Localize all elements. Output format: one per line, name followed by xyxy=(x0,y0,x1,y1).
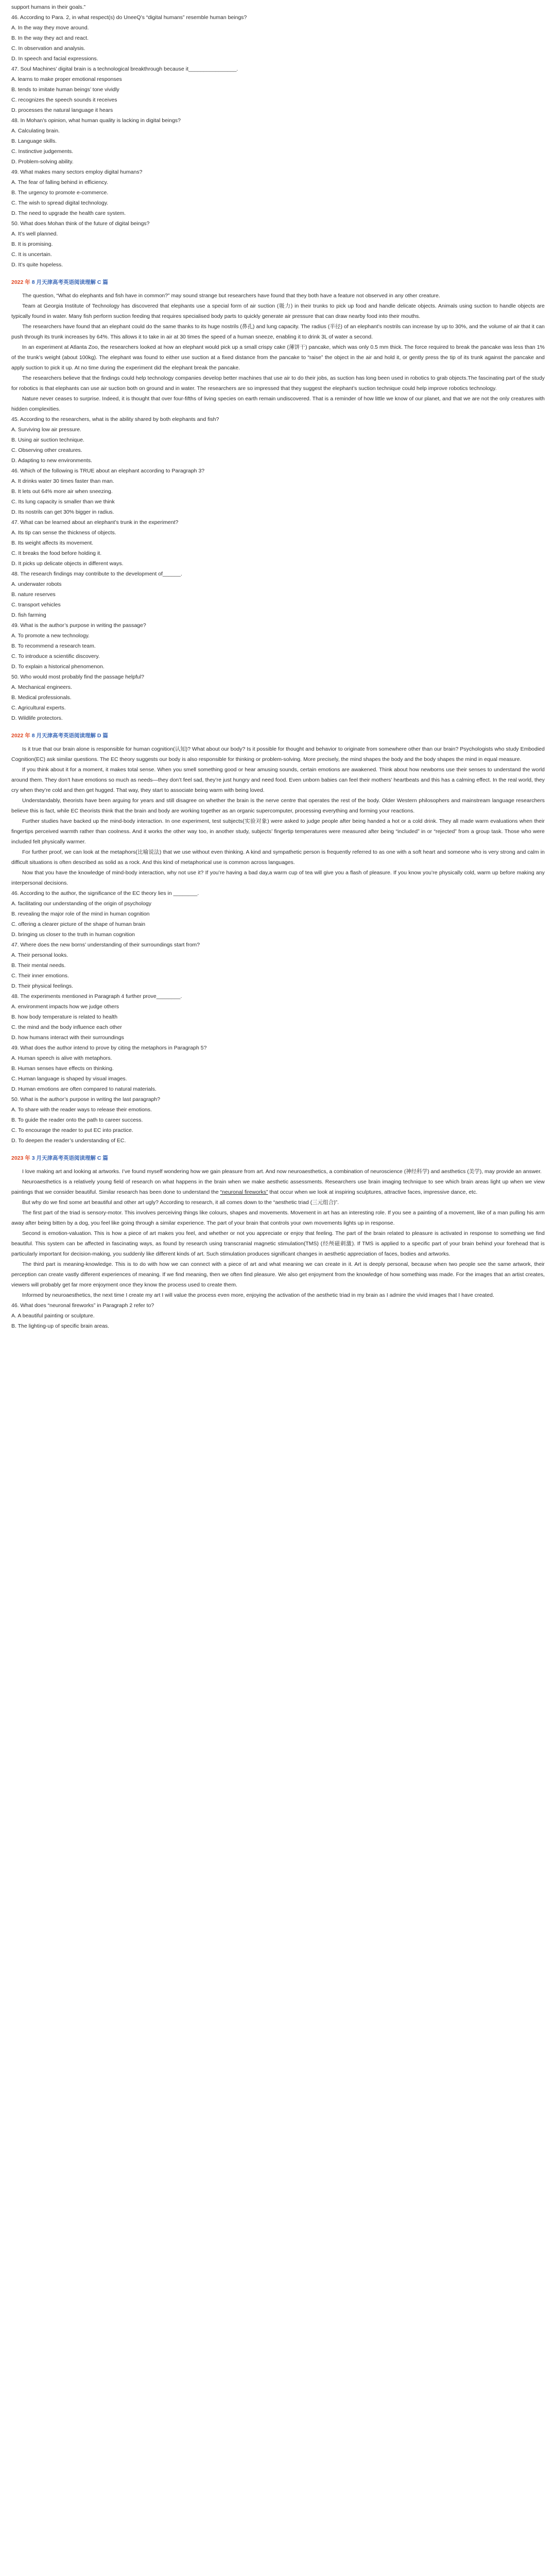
answer-option: A. To promote a new technology. xyxy=(11,633,90,639)
answer-option: B. To recommend a research team. xyxy=(11,643,96,649)
answer-option: A. Calculating brain. xyxy=(11,128,60,134)
answer-option: B. Its weight affects its movement. xyxy=(11,540,94,546)
answer-option: A. facilitating our understanding of the origin of psychology xyxy=(11,901,152,907)
answer-option: B. It is promising. xyxy=(11,241,53,247)
question-stem: 47. Soul Machines’ digital brain is a technological breakthrough because it________________. xyxy=(11,66,238,72)
answer-option: A. The fear of falling behind in efficiency. xyxy=(11,179,108,185)
answer-option: C. transport vehicles xyxy=(11,602,61,608)
answer-option: A. Their personal looks. xyxy=(11,952,68,958)
answer-option: D. fish farming xyxy=(11,612,46,618)
answer-option: C. Human language is shaped by visual images. xyxy=(11,1076,127,1082)
answer-option: B. nature reserves xyxy=(11,591,56,598)
answer-option: B. Medical professionals. xyxy=(11,694,72,701)
part4-heading xyxy=(11,1153,545,1163)
answer-option: C. Instinctive judgements. xyxy=(11,148,74,155)
answer-option: B. In the way they act and react. xyxy=(11,35,89,41)
answer-option: B. revealing the major role of the mind in human cognition xyxy=(11,911,150,917)
answer-option: A. environment impacts how we judge others xyxy=(11,1004,119,1010)
answer-option: B. The urgency to promote e-commerce. xyxy=(11,190,109,196)
part1-lead: support humans in their goals.” xyxy=(11,4,86,10)
question-stem: 50. What does Mohan think of the future of digital beings? xyxy=(11,221,150,227)
part4-paragraph-7: Informed by neuroaesthetics, the next time I create my art I will value the process even more, enjoying the activation of the aesthetic triad in my brain as I admire the vivid images that I have created. xyxy=(22,1292,494,1298)
answer-option: A. Its tip can sense the thickness of objects. xyxy=(11,530,116,536)
part2-heading xyxy=(11,277,545,287)
answer-option: B. Language skills. xyxy=(11,138,57,144)
passage-paragraph: In an experiment at Atlanta Zoo, the researchers looked at how an elephant would pick up a small crispy cake (薄饼干) pancake, which was only 0.5 mm thick. The force required to break the pancake was less than 1% of the trunk’s weight (about 100kg). The elephant was found to either use suction at a fixed distance from the pancake to “raise” the object in the air and hold it, or gently press the tip of its trunk against the pancake and apply suction to pick it up. At no time during the experiment did the elephant break the pancake. xyxy=(11,344,545,371)
question-stem: 46. According to Para. 2, in what respect(s) do UneeQ’s “digital humans” resemble human beings? xyxy=(11,14,247,21)
answer-option: C. To encourage the reader to put EC into practice. xyxy=(11,1127,133,1133)
answer-option: B. It lets out 64% more air when sneezing. xyxy=(11,488,113,495)
answer-option: A. underwater robots xyxy=(11,581,62,587)
answer-option: D. It’s quite hopeless. xyxy=(11,262,63,268)
question-stem: 45. According to the researchers, what is the ability shared by both elephants and fish? xyxy=(11,416,219,422)
part3-section xyxy=(11,731,545,1146)
answer-option: A. It’s well planned. xyxy=(11,231,58,237)
answer-option: B. Their mental needs. xyxy=(11,962,66,969)
answer-option: B. how body temperature is related to health xyxy=(11,1014,118,1020)
passage-paragraph: Team at Georgia Institute of Technology has discovered that elephants use a special form of air suction (吸力) in their trunks to pick up food and handle delicate objects. Animals using suction to handle objects are typically found in water. Many fish perform suction feeding that requires specialised body parts to quickly generate air pressure that can draw nearby food into their mouths. xyxy=(11,303,545,319)
answer-option: D. Human emotions are often compared to natural materials. xyxy=(11,1086,157,1092)
answer-option: D. Its nostrils can get 30% bigger in radius. xyxy=(11,509,114,515)
part4-heading-title: 3 月天津高考英语阅读理解 C 篇 xyxy=(30,1155,108,1161)
answer-option: A. To share with the reader ways to release their emotions. xyxy=(11,1107,152,1113)
answer-option: C. recognizes the speech sounds it receives xyxy=(11,97,117,103)
answer-option: B. To guide the reader onto the path to career success. xyxy=(11,1117,143,1123)
passage-paragraph: For further proof, we can look at the metaphors(比喻说法) that we use without even thinking. A kind and sympathetic person is frequently referred to as one with a soft heart and someone who is very strong and calm in difficult situations is often described as solid as a rock. And this kind of metaphorical use is common across languages. xyxy=(11,849,545,866)
question-stem: 46. Which of the following is TRUE about an elephant according to Paragraph 3? xyxy=(11,468,205,474)
part4-paragraph-2 xyxy=(11,1177,545,1197)
answer-option: D. Problem-solving ability. xyxy=(11,159,74,165)
part3-passage xyxy=(11,744,545,888)
answer-option: D. The need to upgrade the health care system. xyxy=(11,210,126,216)
part1-section xyxy=(11,2,545,270)
part1-questions xyxy=(11,12,545,270)
part2-questions xyxy=(11,414,545,723)
question-stem: 47. What can be learned about an elephant’s trunk in the experiment? xyxy=(11,519,179,526)
answer-option: C. It is uncertain. xyxy=(11,251,52,258)
answer-option: D. Wildlife protectors. xyxy=(11,715,63,721)
neuronal-fireworks-underlined: “neuronal fireworks” xyxy=(220,1189,268,1195)
question-stem: 46. What does “neuronal fireworks” in Paragraph 2 refer to? xyxy=(11,1302,154,1309)
passage-paragraph: Is it true that our brain alone is responsible for human cognition(认知)? What about our body? Is it possible for thought and behavior to originate from somewhere other than our brain? Psychologists who study Embodied Cognition(EC) ask similar questions. The EC theory suggests our body is also responsible for thinking or problem-solving. More precisely, the mind shapes the body and the body shapes the mind in equal measure. xyxy=(11,746,545,762)
answer-option: A. In the way they move around. xyxy=(11,25,89,31)
answer-option: C. the mind and the body influence each other xyxy=(11,1024,122,1030)
answer-option: B. Using air suction technique. xyxy=(11,437,84,443)
answer-option: A. Mechanical engineers. xyxy=(11,684,72,690)
answer-option: D. It picks up delicate objects in different ways. xyxy=(11,561,124,567)
part3-heading-year: 2022 年 xyxy=(11,733,30,739)
part3-questions xyxy=(11,888,545,1146)
question-stem: 48. The research findings may contribute to the development of______. xyxy=(11,571,182,577)
answer-option: A. A beautiful painting or sculpture. xyxy=(11,1313,95,1319)
part2-heading-year: 2022 年 xyxy=(11,279,30,285)
passage-paragraph: Now that you have the knowledge of mind-body interaction, why not use it? If you’re having a bad day,a warm cup of tea will give you a flash of pleasure. If you know you’re physically cold, warm up before making any interpersonal decisions. xyxy=(11,870,545,886)
question-stem: 49. What makes many sectors employ digital humans? xyxy=(11,169,143,175)
part2-section xyxy=(11,277,545,723)
answer-option: C. In observation and analysis. xyxy=(11,45,85,52)
answer-option: C. Observing other creatures. xyxy=(11,447,82,453)
answer-option: D. Adapting to new environments. xyxy=(11,457,93,464)
part4-paragraph-6: The third part is meaning-knowledge. This is to do with how we can connect with a piece of art and what meaning we can create in it. Art is deeply personal, because when two people see the same artwork, their perception can create vastly different experiences of meaning. If we find meaning, then we often find pleasure. We also get enjoyment from the knowledge of how something was made. For the images that an artist creates, viewers will probably get far more enjoyment once they know the process used to create them. xyxy=(11,1261,545,1288)
answer-option: D. To deepen the reader’s understanding of EC. xyxy=(11,1138,126,1144)
answer-option: B. The lighting-up of specific brain areas. xyxy=(11,1323,110,1329)
part4-section xyxy=(11,1153,545,1331)
part2-heading-title: 8 月天津高考英语阅读理解 C 篇 xyxy=(30,279,108,285)
answer-option: C. To introduce a scientific discovery. xyxy=(11,653,100,659)
answer-option: D. processes the natural language it hears xyxy=(11,107,113,113)
passage-paragraph: The researchers believe that the findings could help technology companies develop better machines that use air to do their jobs, as suction has long been used in robotics to grab objects.The fascinating part of the study for robotics is that elephants can use air suction both on ground and in water. The researchers are so impressed that they suggest the elephant’s suction technique could help improve robotics technology. xyxy=(11,375,545,392)
answer-option: A. Human speech is alive with metaphors. xyxy=(11,1055,112,1061)
answer-option: D. To explain a historical phenomenon. xyxy=(11,664,105,670)
part4-questions xyxy=(11,1300,545,1331)
question-stem: 48. In Mohan’s opinion, what human quality is lacking in digital beings? xyxy=(11,117,181,124)
answer-option: B. tends to imitate human beings’ tone vividly xyxy=(11,87,119,93)
answer-option: D. Their physical feelings. xyxy=(11,983,74,989)
answer-option: C. Their inner emotions. xyxy=(11,973,69,979)
answer-option: D. In speech and facial expressions. xyxy=(11,56,98,62)
passage-paragraph: Further studies have backed up the mind-body interaction. In one experiment, test subjects(实验对象) were asked to judge people after being handed a hot or a cold drink. They all made warm evaluations when their fingertips perceived warmth rather than coolness. And it works the other way too, in another study, subjects’ fingertip temperatures were measured after being “included” in or “rejected” from a group task. Those who were included felt physically warmer. xyxy=(11,818,545,845)
answer-option: A. learns to make proper emotional responses xyxy=(11,76,122,82)
passage-paragraph: Understandably, theorists have been arguing for years and still disagree on whether the brain is the nerve centre that operates the rest of the body. Older Western philosophers and mainstream language researchers believe this is fact, while EC theorists think that the brain and body are working together as an organic supercomputer, processing everything and forming your reactions. xyxy=(11,798,545,814)
part4-paragraph-3: But why do we find some art beautiful and other art ugly? According to research, it all comes down to the “aesthetic triad (三元组合)”. xyxy=(22,1199,339,1206)
part4-p2-before: Neuroaesthetics is a relatively young field of research on what happens in the brain when we make aesthetic assessments. Researchers use brain imaging technique to see which brain areas light up when we view paintings that we consider beautiful. Similar research has been done to understand the xyxy=(11,1179,545,1195)
answer-option: D. bringing us closer to the truth in human cognition xyxy=(11,931,135,938)
part4-p2-after: that occur when we look at inspiring sculptures, attractive faces, impressive dance, etc. xyxy=(268,1189,478,1195)
part4-paragraph-5: Second is emotion-valuation. This is how a piece of art makes you feel, and whether or not you appreciate or enjoy that feeling. The part of the brain related to pleasure is activated in response to something we find beautiful. This system can be affected in fascinating ways, as found by research using transcranial magnetic stimulation(TMS) (经颅磁刺激). If TMS is applied to a specific part of your brain behind your forehead that is particularly important for decision-making, you suddenly like different kinds of art. Such stimulation produces significant changes in aesthetic appreciation of faces, bodies and artworks. xyxy=(11,1230,545,1257)
question-stem: 49. What does the author intend to prove by citing the metaphors in Paragraph 5? xyxy=(11,1045,207,1051)
question-stem: 46. According to the author, the significance of the EC theory lies in ________. xyxy=(11,890,199,896)
answer-option: A. It drinks water 30 times faster than man. xyxy=(11,478,114,484)
question-stem: 49. What is the author’s purpose in writing the passage? xyxy=(11,622,146,629)
passage-paragraph: The question, “What do elephants and fish have in common?” may sound strange but researchers have found that they both have a feature not observed in any other creature. xyxy=(22,293,440,299)
passage-paragraph: If you think about it for a moment, it makes total sense. When you smell something good or hear amusing sounds, certain emotions are awakened. Think about how newborns use their senses to understand the world around them. They don’t have emotions so much as needs—they don’t feel sad, they’re just hungry and need food. Even unborn babies can feel their mothers’ heartbeats and this has a calming effect. In the real world, they cry when they’re cold and then get hugged. That way, they start to associate being warm with being loved. xyxy=(11,767,545,793)
part4-paragraph-1: I love making art and looking at artworks. I’ve found myself wondering how we gain pleasure from art. And now neuroaesthetics, a combination of neuroscience (神经科学) and aesthetics (美学), may provide an answer. xyxy=(22,1168,542,1175)
answer-option: D. how humans interact with their surroundings xyxy=(11,1035,124,1041)
question-stem: 47. Where does the new borns’ understanding of their surroundings start from? xyxy=(11,942,200,948)
answer-option: C. Agricultural experts. xyxy=(11,705,66,711)
question-stem: 50. What is the author’s purpose in writing the last paragraph? xyxy=(11,1096,161,1103)
answer-option: C. Its lung capacity is smaller than we think xyxy=(11,499,115,505)
part3-heading xyxy=(11,731,545,741)
answer-option: C. It breaks the food before holding it. xyxy=(11,550,102,556)
answer-option: C. offering a clearer picture of the shape of human brain xyxy=(11,921,146,927)
part4-paragraph-4: The first part of the triad is sensory-motor. This involves perceiving things like colours, shapes and movements. Movement in art has an interesting role. If you see a painting of a movement, like of a man pulling his arm away after being bitten by a dog, you feel like going through a similar experience. The part of your brain that controls your own movements lights up in response. xyxy=(11,1210,545,1226)
passage-paragraph: Nature never ceases to surprise. Indeed, it is thought that over four-fifths of living species on earth remain undiscovered. That is a reminder of how little we know of our planet, and that we are not the only creatures with hidden complexities. xyxy=(11,396,545,412)
answer-option: A. Surviving low air pressure. xyxy=(11,427,81,433)
question-stem: 50. Who would most probably find the passage helpful? xyxy=(11,674,144,680)
part3-heading-title: 8 月天津高考英语阅读理解 D 篇 xyxy=(30,733,108,739)
passage-paragraph: The researchers have found that an elephant could do the same thanks to its huge nostrils (鼻孔) and lung capacity. The radius (半径) of an elephant’s nostrils can increase by up to 30%, and the volume of air that it can push through its trunk increases by 64%. This allows it to take in air at 30 times the speed of a human sneeze, enabling it to drink 3L of water a second. xyxy=(11,324,545,340)
answer-option: B. Human senses have effects on thinking. xyxy=(11,1065,114,1072)
part2-passage xyxy=(11,291,545,414)
answer-option: C. The wish to spread digital technology. xyxy=(11,200,109,206)
question-stem: 48. The experiments mentioned in Paragraph 4 further prove________. xyxy=(11,993,182,999)
part4-heading-year: 2023 年 xyxy=(11,1155,30,1161)
